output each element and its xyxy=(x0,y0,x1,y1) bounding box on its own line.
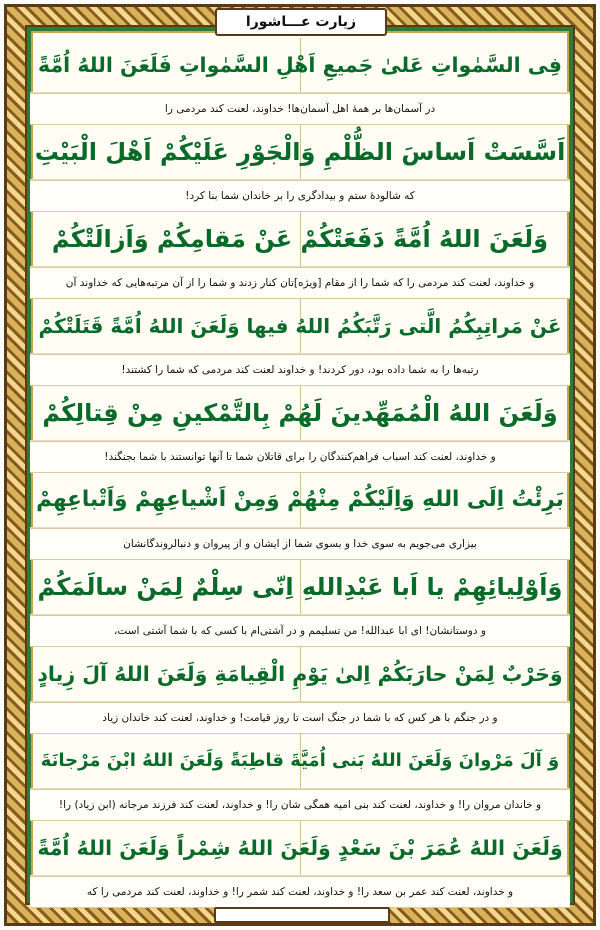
page-title: زیارت عـــاشورا xyxy=(245,14,357,30)
verse-block xyxy=(30,299,570,386)
arabic-text: وَحَرْبٌ لِمَنْ حارَبَکُمْ اِلیٰ یَوْمِ الْقِیامَةِ وَلَعَنَ اللهُ آلَ زِیادٍ xyxy=(37,661,563,686)
persian-text: و خداوند، لعنت کند اسباب فراهم‌کنندگان را برای قاتلان شما تا آنها توانستند با شما بجنگند! xyxy=(104,451,496,463)
persian-text: و خاندان مروان را! و خداوند، لعنت کند بنی امیه همگی شان را! و خداوند، لعنت کند فرزند مرجانه (ابن زیاد) را! xyxy=(58,799,542,811)
translation-line xyxy=(30,354,570,386)
verse-block xyxy=(30,212,570,299)
translation-line xyxy=(30,441,570,473)
translation-line xyxy=(30,789,570,821)
arabic-line xyxy=(30,299,570,354)
arabic-text: فِی السَّمٰواتِ عَلیٰ جَمیعِ اَهْلِ السَّمٰواتِ فَلَعَنَ اللهُ اُمَّةً xyxy=(38,52,562,77)
persian-text: و خداوند، لعنت کند عمر بن سعد را! و خداوند، لعنت کند شمر را! و خداوند، لعنت کند مردمی را که xyxy=(86,886,514,898)
translation-line xyxy=(30,615,570,647)
persian-text: که شالودهٔ ستم و بیدادگری را بر خاندان شما بنا کرد! xyxy=(185,190,415,202)
arabic-text: وَلَعَنَ اللهُ اُمَّةً دَفَعَتْکُمْ عَنْ مَقامِکُمْ وَاَزالَتْکُمْ xyxy=(51,225,549,253)
persian-text: و خداوند، لعنت کند مردمی را که شما را از مقام [ویژه]تان کنار زدند و شما را از آن مرتبه‌هایی که خداوند آن xyxy=(65,277,535,289)
arabic-text: وَاَوْلِیائِهِمْ یا اَبا عَبْدِاللهِ اِنّی سِلْمٌ لِمَنْ سالَمَکُمْ xyxy=(37,573,563,601)
arabic-line xyxy=(30,125,570,180)
arabic-line xyxy=(30,212,570,267)
persian-text: و در جنگم با هر کس که با شما در جنگ است تا روز قیامت! و خداوند، لعنت کند خاندان زیاد xyxy=(102,712,498,724)
arabic-line xyxy=(30,38,570,93)
verse-block xyxy=(30,821,570,908)
persian-text: رتبه‌ها را به شما داده بود، دور کردند! و خداوند لعنت کند مردمی که شما را کشتند! xyxy=(121,364,479,376)
verse-content xyxy=(30,38,570,898)
arabic-text: اَسَّسَتْ اَساسَ الظُّلْمِ وَالْجَوْرِ عَلَیْکُمْ اَهْلَ الْبَیْتِ xyxy=(34,138,566,166)
verse-block xyxy=(30,734,570,821)
arabic-line xyxy=(30,386,570,441)
title-box xyxy=(215,8,387,36)
arabic-line xyxy=(30,473,570,528)
bottom-ornament xyxy=(214,907,390,923)
persian-text: و دوستانشان! ای ابا عبدالله! من تسلیمم و در آشتی‌ام با کسی که با شما آشتی است، xyxy=(114,625,486,637)
arabic-text: بَرِئْتُ اِلَی اللهِ وَاِلَیْکُمْ مِنْهُمْ وَمِنْ اَشْیاعِهِمْ وَاَتْباعِهِمْ xyxy=(36,487,564,513)
translation-line xyxy=(30,528,570,560)
arabic-text: وَلَعَنَ اللهُ عُمَرَ بْنَ سَعْدٍ وَلَعَنَ اللهُ شِمْراً وَلَعَنَ اللهُ اُمَّةً xyxy=(37,835,563,860)
translation-line xyxy=(30,876,570,908)
arabic-text: عَنْ مَراتِبِکُمُ الَّتی رَتَّبَکُمُ اللهُ فیها وَلَعَنَ اللهُ اُمَّةً قَتَلَتْکُمْ xyxy=(38,314,562,338)
arabic-line xyxy=(30,647,570,702)
translation-line xyxy=(30,180,570,212)
verse-block xyxy=(30,125,570,212)
translation-line xyxy=(30,267,570,299)
translation-line xyxy=(30,702,570,734)
verse-block xyxy=(30,647,570,734)
arabic-text: وَ آلَ مَرْوانَ وَلَعَنَ اللهُ بَنی اُمَیَّةَ قاطِبَةً وَلَعَنَ اللهُ ابْنَ مَرْجانَةَ xyxy=(40,750,560,771)
verse-block xyxy=(30,38,570,125)
arabic-line xyxy=(30,821,570,876)
arabic-text: وَلَعَنَ اللهُ الْمُمَهِّدینَ لَهُمْ بِالتَّمْکینِ مِنْ قِتالِکُمْ xyxy=(42,399,558,427)
verse-block xyxy=(30,560,570,647)
persian-text: بیزاری می‌جویم به سوی خدا و بسوی شما از ایشان و از پیروان و دنبالروندگانشان xyxy=(123,538,477,550)
verse-block xyxy=(30,386,570,473)
persian-text: در آسمان‌ها بر همهٔ اهل آسمان‌ها! خداوند، لعنت کند مردمی را xyxy=(164,103,436,115)
arabic-line xyxy=(30,734,570,789)
arabic-line xyxy=(30,560,570,615)
translation-line xyxy=(30,93,570,125)
verse-block xyxy=(30,473,570,560)
